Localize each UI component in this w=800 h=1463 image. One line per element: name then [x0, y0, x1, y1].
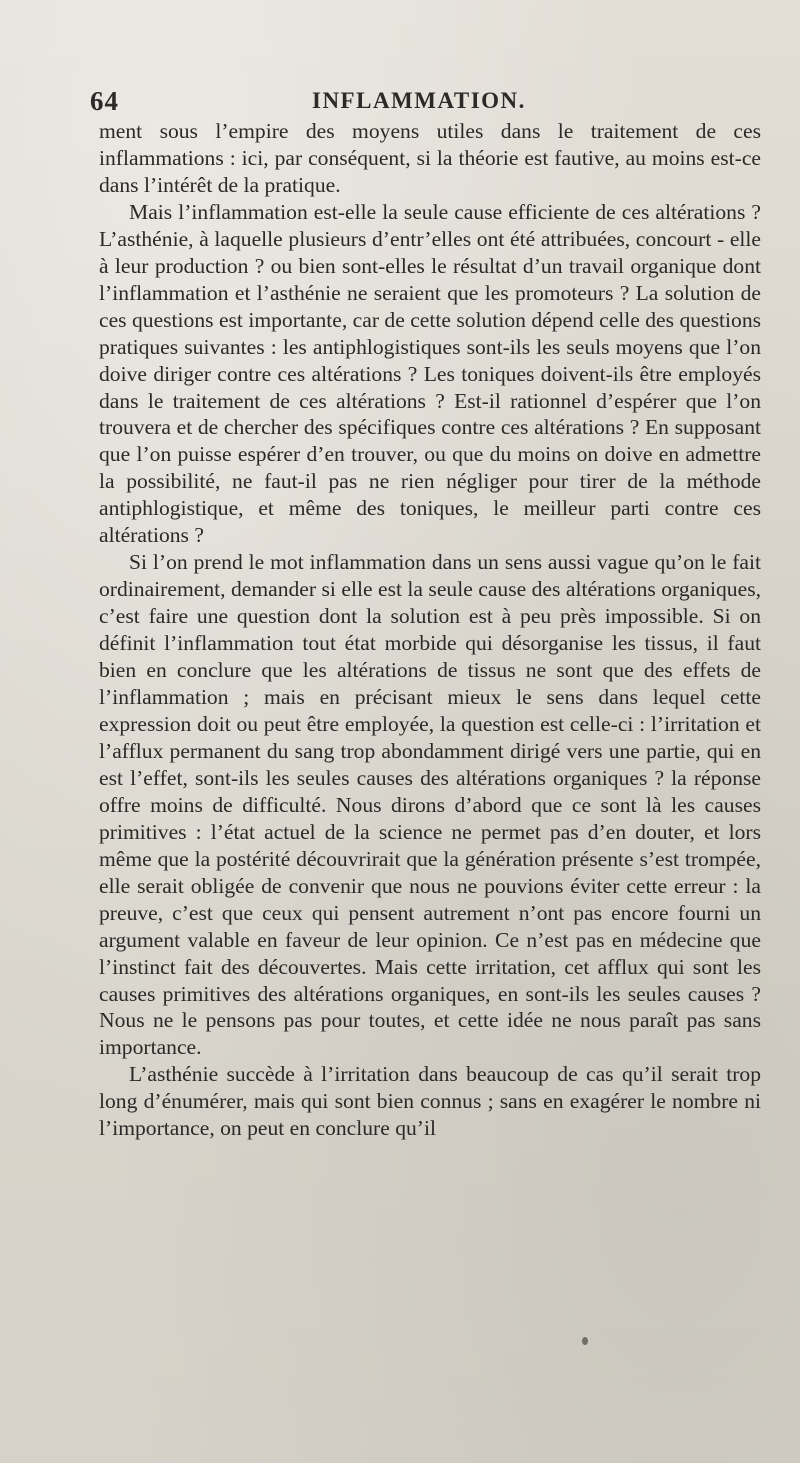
paragraph-continuation: ment sous l’empire des moyens utiles dans le traitement de ces inflammations : ici, par conséquent, si la théorie est fautive, au moins est-ce dans l’intérêt de la pratique.	[99, 119, 761, 197]
page-number: 64	[90, 86, 119, 116]
paragraph: Si l’on prend le mot inflammation dans un sens aussi vague qu’on le fait ordinairement, demander si elle est la seule cause des altérations organiques, c’est faire une question dont la solution est à peu près impossible. Si on définit l’inflammation tout état morbide qui désorganise les tissus, il faut bien en conclure que les altérations de tissus ne sont que des effets de l’inflammation ; mais en précisant mieux le sens dans lequel cette expression doit ou peut être employée, la question est celle-ci : l’irritation et l’afflux permanent du sang trop abondamment dirigé vers une partie, qui en est l’effet, sont-ils les seules causes des altérations organiques ? la réponse offre moins de difficulté. Nous dirons d’abord que ce sont là les causes primitives : l’état actuel de la science ne permet pas d’en douter, et lors même que la postérité découvrirait que la génération présente s’est trompée, elle serait obligée de convenir que nous ne pouvions éviter cette erreur : la preuve, c’est que ceux qui pensent autrement n’ont pas encore fourni un argument valable en faveur de leur opinion. Ce n’est pas en médecine que l’instinct fait des découvertes. Mais cette irritation, cet afflux qui sont les causes primitives des altérations organiques, en sont-ils les seules causes ? Nous ne le pensons pas pour toutes, et cette idée ne nous paraît pas sans importance.	[99, 550, 761, 1060]
page-header	[90, 86, 730, 120]
paragraph: Mais l’inflammation est-elle la seule cause efficiente de ces altérations ? L’asthénie, à laquelle plusieurs d’entr’elles ont été attribuées, concourt - elle à leur production ? ou bien sont-elles le résultat d’un travail organique dont l’inflammation et l’asthénie ne seraient que les promoteurs ? La solution de ces questions est importante, car de cette solution dépend celle des questions pratiques suivantes : les antiphlogistiques sont-ils les seuls moyens que l’on doive diriger contre ces altérations ? Les toniques doivent-ils être employés dans le traitement de ces altérations ? Est-il rationnel d’espérer que l’on trouvera et de chercher des spécifiques contre ces altérations ? En supposant que l’on puisse espérer d’en trouver, ou que du moins on doive en admettre la possibilité, ne faut-il pas ne rien négliger pour tirer de la méthode antiphlogistique, et même des toniques, le meilleur parti contre ces altérations ?	[99, 199, 762, 548]
body-text	[99, 118, 761, 1142]
paragraph: L’asthénie succède à l’irritation dans beaucoup de cas qu’il serait trop long d’énumérer, mais qui sont bien connus ; sans en exagérer le nombre ni l’importance, on peut en conclure qu’il	[99, 1062, 761, 1141]
ink-speck	[582, 1337, 588, 1345]
running-title: INFLAMMATION.	[312, 88, 526, 113]
